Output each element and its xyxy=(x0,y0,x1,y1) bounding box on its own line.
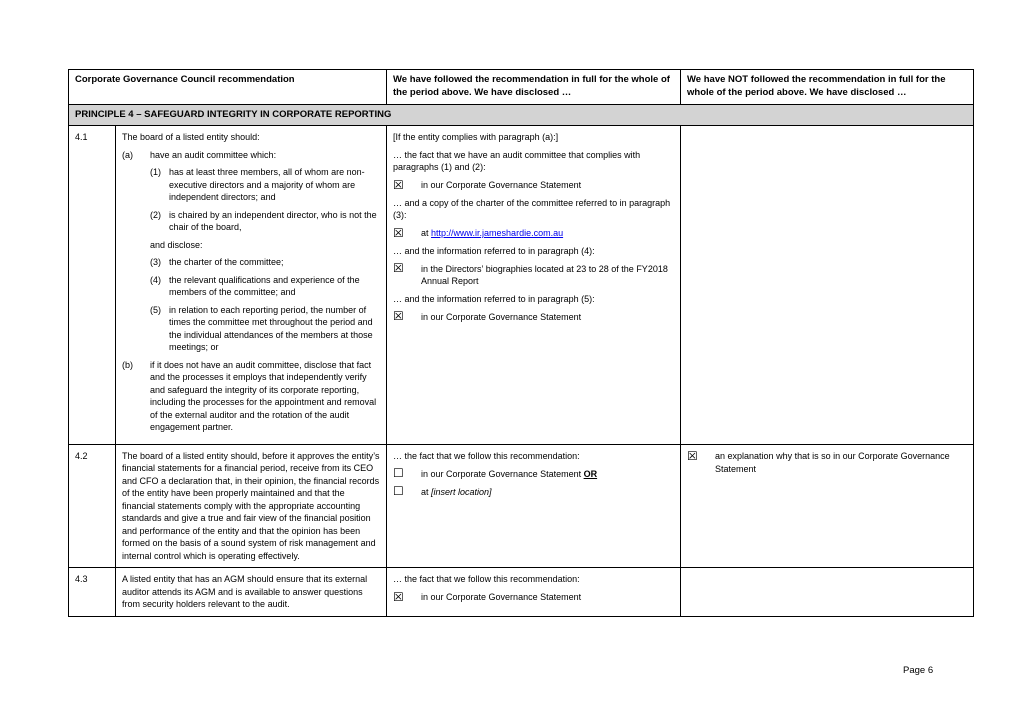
list-text: in relation to each reporting period, the number of times the committee met throughout the period and the individual attendances of the members at those meetings; or xyxy=(169,304,373,352)
governance-table xyxy=(68,69,974,617)
checkbox-item xyxy=(393,467,674,480)
list-item xyxy=(150,256,380,269)
option-text: at xyxy=(421,486,432,497)
table-row-4-1 xyxy=(69,126,974,445)
list-item xyxy=(150,209,380,234)
checkbox-item xyxy=(393,485,674,498)
checkbox-item xyxy=(687,450,967,476)
checkbox-item xyxy=(393,179,674,192)
checkbox-checked-icon: ☒ xyxy=(393,261,404,275)
checkbox-label xyxy=(421,467,674,480)
checkbox-label: in our Corporate Governance Statement xyxy=(421,592,582,602)
checkbox-label: in our Corporate Governance Statement xyxy=(421,180,582,190)
cell-num-4-3: 4.3 xyxy=(69,568,116,617)
list-label: (5) xyxy=(150,304,161,315)
cell-num-4-1: 4.1 xyxy=(69,126,116,445)
section-banner-row xyxy=(69,105,974,126)
checkbox-label xyxy=(421,227,674,240)
paragraph: … the fact that we follow this recommendation: xyxy=(393,450,580,461)
link-prefix: at xyxy=(421,228,432,238)
checkbox-label: in our Corporate Governance Statement xyxy=(421,311,582,322)
checkbox-item xyxy=(393,262,674,288)
checkbox-item xyxy=(393,591,674,604)
list-label: (a) xyxy=(122,149,133,160)
checkbox-label: an explanation why that is so in our Corporate Governance Statement xyxy=(715,451,950,474)
header-row xyxy=(69,70,974,105)
paragraph: … and the information referred to in paragraph (5): xyxy=(393,293,595,304)
cell-not-followed-4-1 xyxy=(681,126,974,445)
paragraph: … and a copy of the charter of the committee referred to in paragraph (3): xyxy=(393,197,671,220)
list-label: (4) xyxy=(150,274,161,285)
cell-followed-4-1 xyxy=(387,126,681,445)
list-item xyxy=(150,166,380,204)
header-followed: We have followed the recommendation in full for the whole of the period above. We have disclosed … xyxy=(387,70,681,105)
list-text: is chaired by an independent director, who is not the chair of the board, xyxy=(169,209,377,232)
header-not-followed: We have NOT followed the recommendation in full for the whole of the period above. We have disclosed … xyxy=(681,70,974,105)
list-label: (1) xyxy=(150,167,161,177)
checkbox-checked-icon: ☒ xyxy=(393,225,404,240)
paragraph: The board of a listed entity should: xyxy=(122,132,260,142)
table-row-4-2 xyxy=(69,444,974,568)
header-recommendation: Corporate Governance Council recommendation xyxy=(69,70,387,105)
checkbox-checked-icon: ☒ xyxy=(687,448,698,463)
cell-recommendation-4-2 xyxy=(116,444,387,568)
checkbox-unchecked-icon: ☐ xyxy=(393,466,404,480)
list-item xyxy=(122,359,380,434)
section-banner: PRINCIPLE 4 – SAFEGUARD INTEGRITY IN CORPORATE REPORTING xyxy=(69,105,974,126)
page-number: Page 6 xyxy=(903,665,934,676)
checkbox-label xyxy=(421,485,674,498)
option-text: in our Corporate Governance Statement xyxy=(421,468,584,479)
cell-recommendation-4-3 xyxy=(116,568,387,617)
list-text: have an audit committee which: xyxy=(150,149,277,160)
checkbox-checked-icon: ☒ xyxy=(393,309,404,323)
paragraph: [If the entity complies with paragraph (a):] xyxy=(393,132,559,142)
cell-num-4-2: 4.2 xyxy=(69,444,116,568)
checkbox-checked-icon: ☒ xyxy=(393,589,404,604)
list-label: (b) xyxy=(122,359,133,370)
cell-not-followed-4-3 xyxy=(681,568,974,617)
checkbox-checked-icon: ☒ xyxy=(393,177,404,192)
cell-followed-4-2 xyxy=(387,444,681,568)
insert-location-placeholder: [insert location] xyxy=(431,486,492,497)
cell-followed-4-3 xyxy=(387,568,681,617)
checkbox-item xyxy=(393,227,674,240)
list-text: the relevant qualifications and experience of the members of the committee; and xyxy=(169,274,360,297)
list-item xyxy=(150,274,380,299)
list-item xyxy=(150,304,380,354)
cell-recommendation-4-1 xyxy=(116,126,387,445)
list-label: (3) xyxy=(150,257,161,267)
checkbox-unchecked-icon: ☐ xyxy=(393,484,404,498)
paragraph: The board of a listed entity should, before it approves the entity’s financial statements for a financial period, receive from its CEO and CFO a declaration that, in their opinion, the financial records of the entity have been properly maintained and that the financial statements comply with the appropriate accounting standards and give a true and fair view of the financial position and performance of the entity and that the opinion has been formed on the basis of a sound system of risk management and internal control which is operating effectively. xyxy=(122,450,380,561)
list-label: (2) xyxy=(150,209,161,220)
paragraph: A listed entity that has an AGM should ensure that its external auditor attends its AGM and is available to answer questions from security holders relevant to the audit. xyxy=(122,574,368,609)
or-conjunction: OR xyxy=(583,468,598,479)
list-text: the charter of the committee; xyxy=(169,257,284,267)
list-text: has at least three members, all of whom are non-executive directors and a majority of whom are independent directors; and xyxy=(169,167,365,202)
checkbox-item xyxy=(393,310,674,323)
list-text: if it does not have an audit committee, disclose that fact and the processes it employs that independently verify and safeguard the integrity of its corporate reporting, including the processes for the appointment and removal of the external auditor and the rotation of the audit engagement partner. xyxy=(150,359,377,432)
paragraph: and disclose: xyxy=(150,239,203,250)
checkbox-label: in the Directors’ biographies located at 23 to 28 of the FY2018 Annual Report xyxy=(421,263,668,286)
paragraph: … and the information referred to in paragraph (4): xyxy=(393,245,595,256)
cell-not-followed-4-2 xyxy=(681,444,974,568)
paragraph: … the fact that we follow this recommendation: xyxy=(393,574,580,584)
charter-url-link[interactable]: http://www.ir.jameshardie.com.au xyxy=(431,228,564,238)
list-item xyxy=(122,149,380,162)
table-row-4-3 xyxy=(69,568,974,617)
paragraph: … the fact that we have an audit committee that complies with paragraphs (1) and (2): xyxy=(393,149,641,172)
